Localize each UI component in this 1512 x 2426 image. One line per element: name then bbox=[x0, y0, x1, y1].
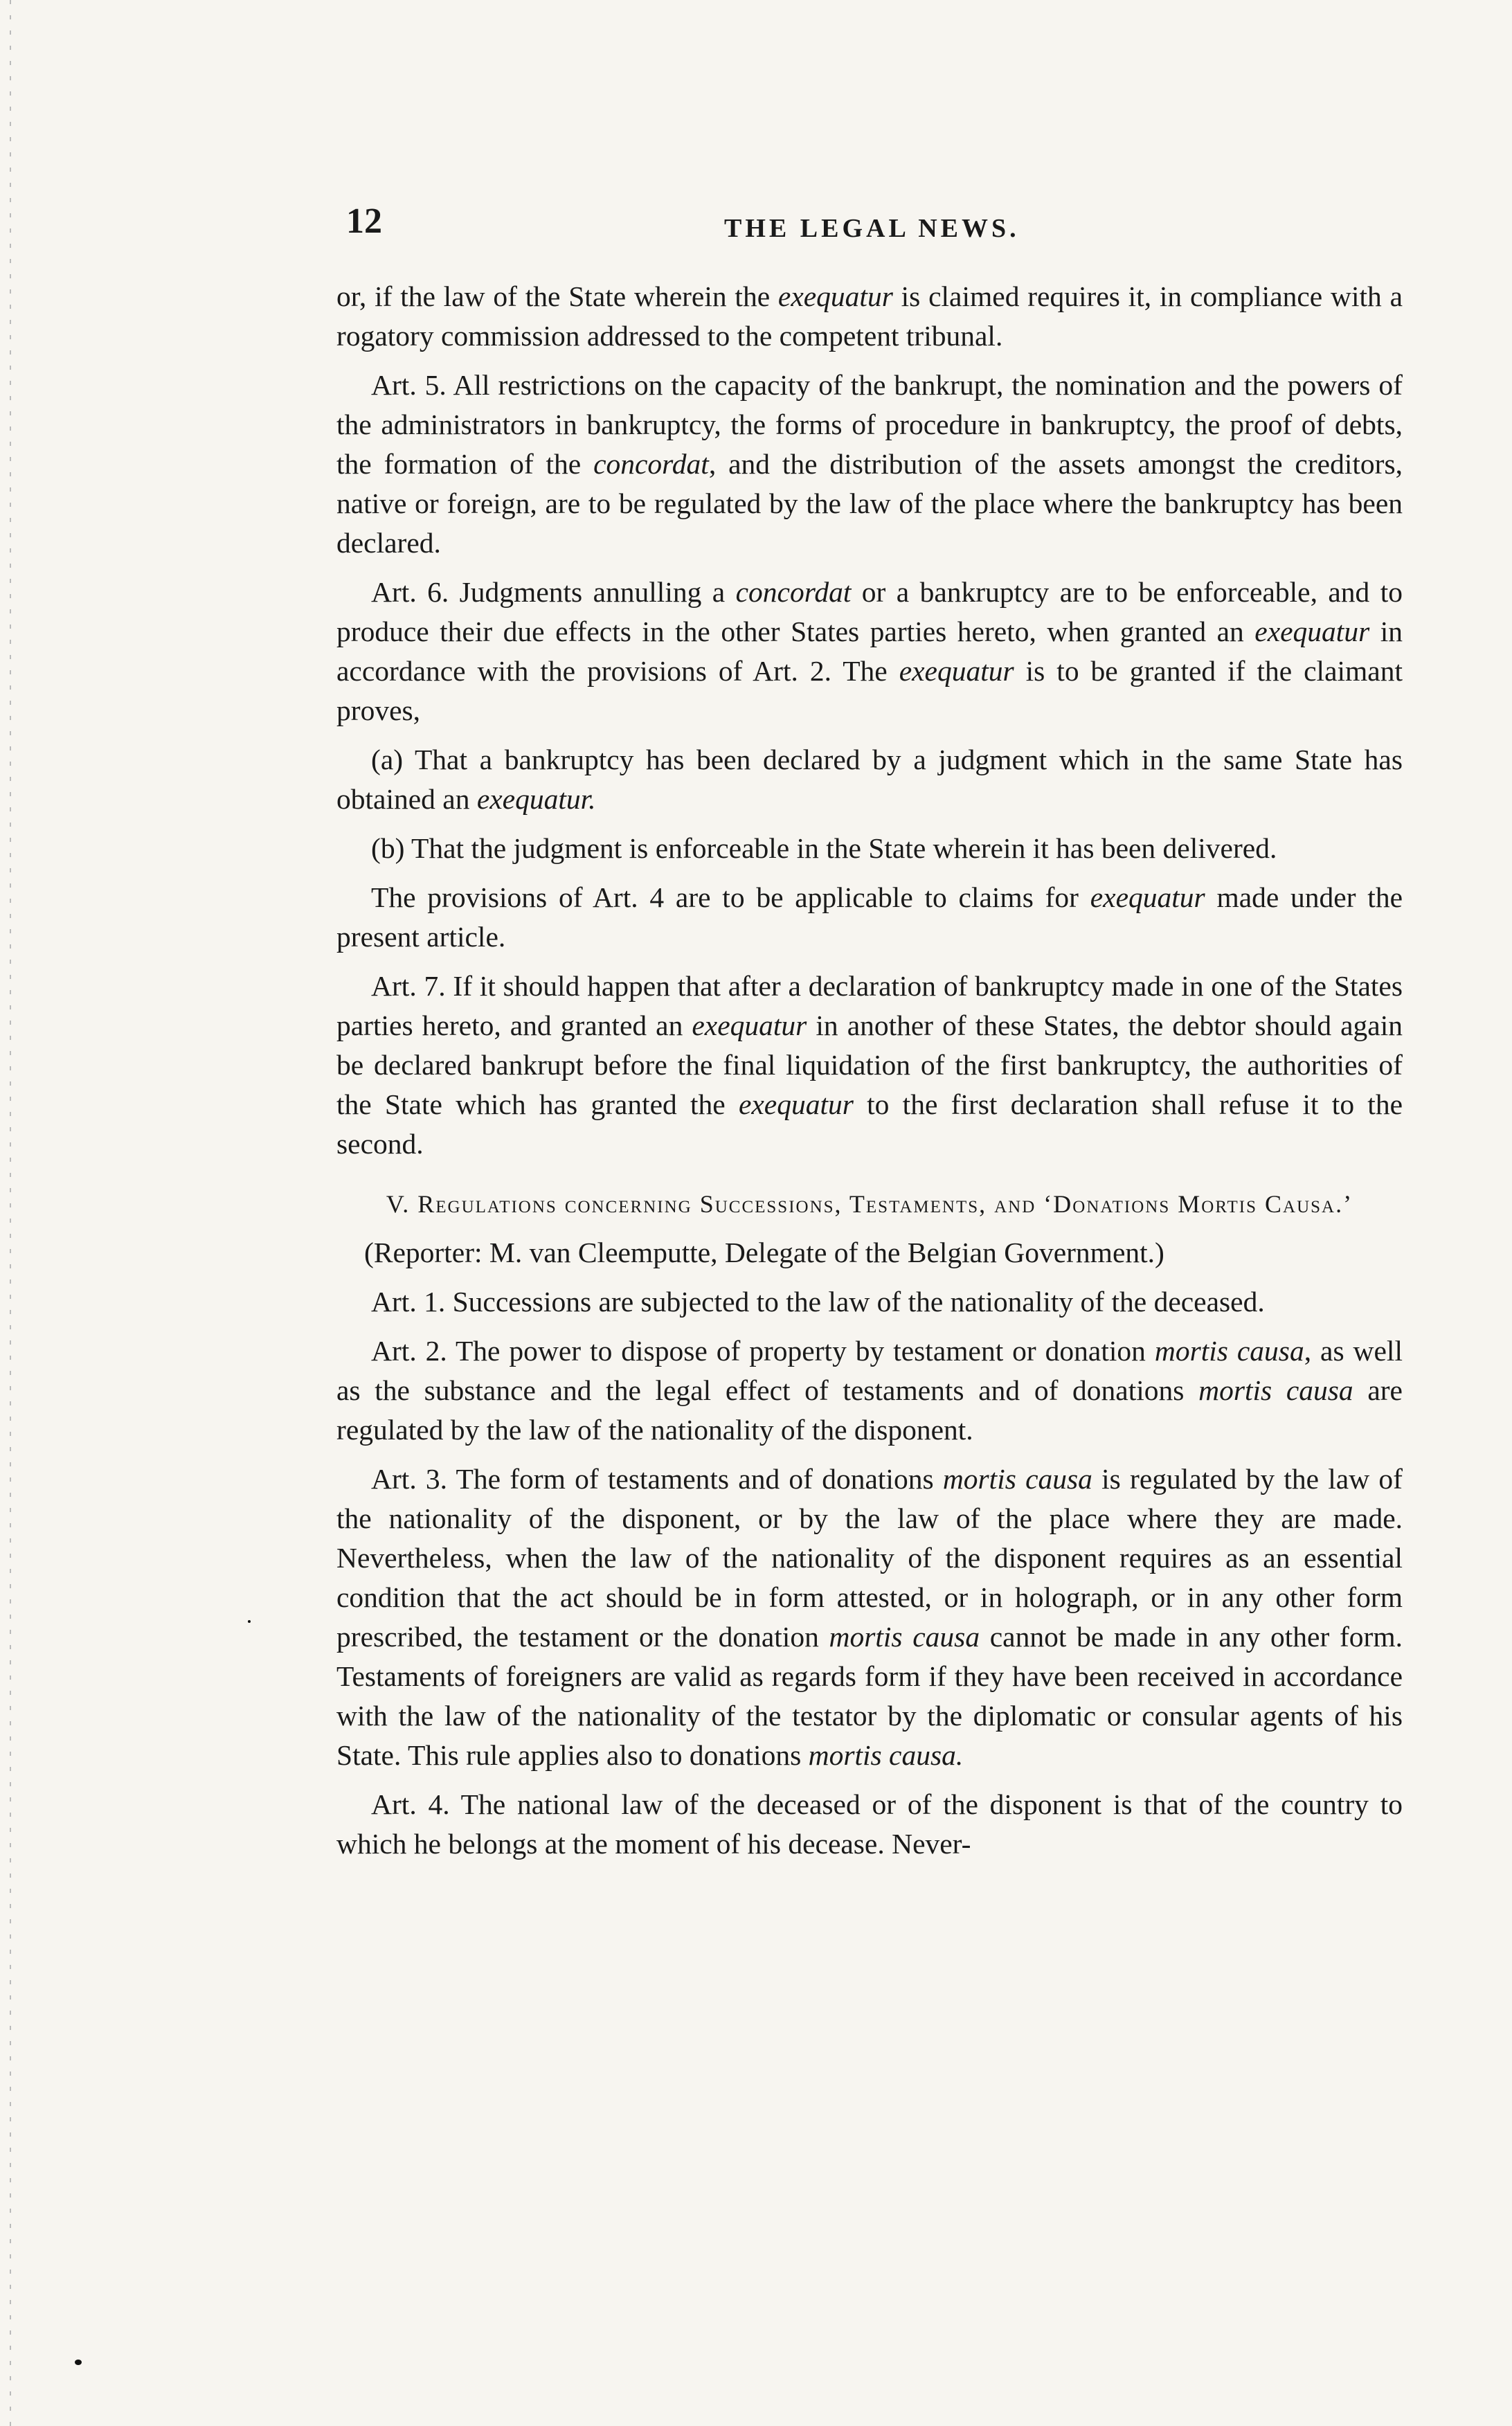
paragraph bbox=[336, 1785, 1403, 1864]
section-title: V. Regulations concerning Successions, Testaments, and ‘Donations Mortis Causa.’ bbox=[386, 1190, 1353, 1218]
text-run: , as well as the substance and the legal effect of testaments and of donations bbox=[336, 1335, 1403, 1406]
text-run: to the first declaration shall refuse it to the second. bbox=[336, 1088, 1403, 1160]
text-run: Art. 6. Judgments annulling a bbox=[371, 576, 736, 608]
text-run: is regulated by the law of the nationality of the disponent, or by the law of the place where they are made. Nevertheless, when the law of the nationality of the disponent requires as an essential condition that the act should be in form attested, or in holograph, or in any other form prescribed, the testament or the donation bbox=[336, 1463, 1403, 1653]
italic-text: exequatur bbox=[899, 655, 1014, 687]
text-run: Art. 2. The power to dispose of property by testament or donation bbox=[371, 1335, 1155, 1367]
text-run: Art. 5. All restrictions on the capacity of the bankrupt, the nomination and the powers of the administrators in bankruptcy, the forms of procedure in bankruptcy, the proof of debts, the formation of the bbox=[336, 369, 1403, 480]
text-run: , and the distribution of the assets amongst the creditors, native or foreign, are to be regulated by the law of the place where the bankruptcy has been declared. bbox=[336, 448, 1403, 559]
scan-speck bbox=[248, 1620, 251, 1623]
text-run: (a) That a bankruptcy has been declared by a judgment which in the same State has obtained an bbox=[336, 744, 1403, 815]
italic-text: mortis causa. bbox=[808, 1739, 964, 1771]
paragraph bbox=[336, 967, 1403, 1164]
text-run: are regulated by the law of the nationality of the disponent. bbox=[336, 1374, 1403, 1446]
italic-text: mortis causa bbox=[829, 1621, 980, 1653]
italic-text: mortis causa bbox=[1154, 1335, 1304, 1367]
header bbox=[336, 201, 1403, 277]
scan-speck bbox=[75, 2360, 82, 2365]
margin-line bbox=[10, 0, 11, 2426]
paragraph bbox=[336, 829, 1403, 868]
text-run: Art. 4. The national law of the deceased or of the disponent is that of the country to which he belongs at the moment of his decease. Never- bbox=[336, 1788, 1403, 1860]
text-run: in another of these States, the debtor should again be declared bankrupt before the final liquidation of the first bankruptcy, the authorities of the State which has granted the bbox=[336, 1009, 1403, 1120]
paragraph bbox=[336, 1331, 1403, 1450]
text-run: cannot be made in any other form. Testaments of foreigners are valid as regards form if they have been received in accordance with the law of the nationality of the testator by the diplomatic or consular agents of his State. This rule applies also to donations bbox=[336, 1621, 1403, 1771]
paragraph bbox=[336, 740, 1403, 819]
italic-text: exequatur bbox=[1254, 616, 1370, 647]
section-successions bbox=[336, 1282, 1403, 1864]
text-run: Art. 3. The form of testaments and of donations bbox=[371, 1463, 943, 1495]
paragraph bbox=[336, 573, 1403, 730]
text-run: or a bankruptcy are to be enforceable, and to produce their due effects in the other States parties hereto, when granted an bbox=[336, 576, 1403, 647]
paragraph bbox=[336, 366, 1403, 563]
italic-text: exequatur bbox=[692, 1009, 807, 1041]
text-run: is to be granted if the claimant proves, bbox=[336, 655, 1403, 726]
reporter-line: (Reporter: M. van Cleemputte, Delegate of the Belgian Government.) bbox=[364, 1237, 1164, 1268]
text-run: The provisions of Art. 4 are to be applicable to claims for bbox=[371, 881, 1090, 913]
paragraph bbox=[336, 1282, 1403, 1322]
section-bankruptcy bbox=[336, 277, 1403, 1164]
running-head: THE LEGAL NEWS. bbox=[724, 214, 1020, 243]
paragraph bbox=[336, 1459, 1403, 1775]
text-run: in accordance with the provisions of Art. 2. The bbox=[336, 616, 1403, 687]
italic-text: concordat bbox=[735, 576, 852, 608]
paragraph bbox=[336, 878, 1403, 957]
page bbox=[336, 201, 1403, 1874]
text-run: made under the present article. bbox=[336, 881, 1403, 953]
italic-text: exequatur bbox=[777, 280, 893, 312]
text-run: Art. 7. If it should happen that after a declaration of bankruptcy made in one of the States parties hereto, and granted an bbox=[336, 970, 1403, 1041]
italic-text: mortis causa bbox=[942, 1463, 1092, 1495]
text-run: is claimed requires it, in compliance with a rogatory commission addressed to the competent tribunal. bbox=[336, 280, 1403, 352]
paragraph bbox=[336, 277, 1403, 356]
italic-text: mortis causa bbox=[1198, 1374, 1353, 1406]
text-run: (b) That the judgment is enforceable in the State wherein it has been delivered. bbox=[371, 832, 1277, 864]
italic-text: exequatur. bbox=[476, 783, 596, 815]
text-run: or, if the law of the State wherein the bbox=[336, 280, 778, 312]
text-run: Art. 1. Successions are subjected to the law of the nationality of the deceased. bbox=[371, 1286, 1265, 1318]
italic-text: exequatur bbox=[738, 1088, 854, 1120]
italic-text: concordat bbox=[593, 448, 709, 480]
page-number: 12 bbox=[346, 201, 382, 241]
italic-text: exequatur bbox=[1090, 881, 1205, 913]
body-text bbox=[336, 277, 1403, 1864]
